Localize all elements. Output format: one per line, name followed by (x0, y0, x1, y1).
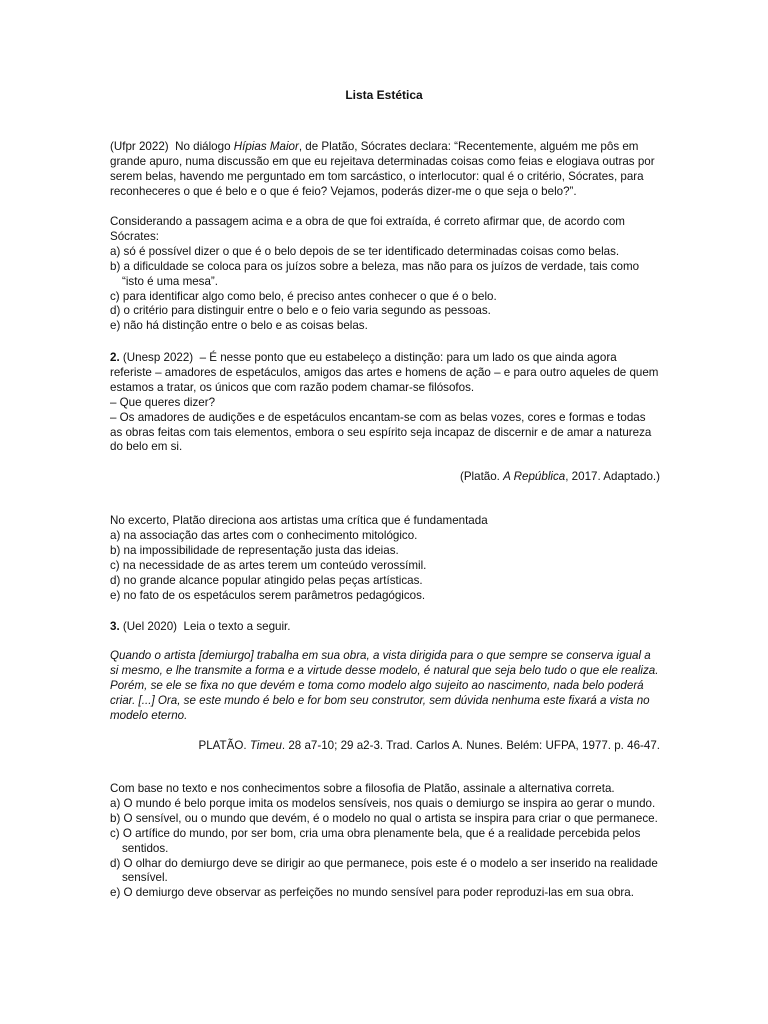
question-2-body (110, 514, 660, 603)
question-1-reference: (Ufpr 2022) (110, 140, 169, 153)
question-1-option-e: e) não há distinção entre o belo e as coisas belas. (110, 319, 368, 333)
question-2-dialogue-line: – Os amadores de audições e de espetáculos encantam-se com as belas vozes, cores e formas e todas as obras feitas com tais elementos, embora o seu espírito seja incapaz de discernir e de amar a natureza do belo em si. (110, 410, 652, 454)
question-3-quote (110, 649, 660, 724)
work-title: A República (503, 470, 566, 483)
question-1-prompt: Considerando a passagem acima e a obra de que foi extraída, é correto afirmar que, de acordo com Sócrates: (110, 215, 625, 243)
question-1-option-b: b) a dificuldade se coloca para os juízos sobre a beleza, mas não para os juízos de verdade, tais como “isto é uma mesa”. (110, 259, 640, 288)
question-1-option-a: a) só é possível dizer o que é o belo depois de se ter identificado determinadas coisas como belas. (110, 244, 620, 258)
question-3-reference: (Uel 2020) (122, 620, 178, 633)
question-2-option-b: b) na impossibilidade de representação justa das ideias. (110, 543, 399, 557)
question-2-statement: 2. (Unesp 2022) – É nesse ponto que eu estabeleço a distinção: para um lado os que ainda agora referiste – amadores de espetáculos, amigos das artes e homens de ação – e para outro aqueles de quem estamos a tratar, os únicos que com razão podem chamar-se filósofos. (110, 351, 659, 394)
question-3-citation: PLATÃO. Timeu. 28 a7-10; 29 a2-3. Trad. Carlos A. Nunes. Belém: UFPA, 1977. p. 46-47. (198, 739, 660, 752)
question-3-body (110, 782, 660, 901)
question-2-reference: (Unesp 2022) (122, 351, 194, 364)
question-3-statement: 3. (Uel 2020) Leia o texto a seguir. (110, 620, 291, 633)
question-1-body (110, 215, 660, 334)
quoted-excerpt: Quando o artista [demiurgo] trabalha em sua obra, a vista dirigida para o que sempre se conserva igual a si mesmo, e lhe transmite a forma e a virtude desse modelo, é natural que seja belo tudo o que ele realiza. Porém, se ele se fixa no que devém e toma como modelo algo sujeito ao nascimento, nada belo poderá criar. [...] Ora, se este mundo é belo e for bom seu construtor, sem dúvida nenhuma este fixará a vista no modelo eterno. (110, 649, 659, 722)
question-3-prompt: Com base no texto e nos conhecimentos sobre a filosofia de Platão, assinale a alternativa correta. (110, 782, 615, 795)
question-3-number: 3. (110, 620, 120, 633)
question-2-option-d: d) no grande alcance popular atingido pelas peças artísticas. (110, 573, 423, 587)
question-2-option-e: e) no fato de os espetáculos serem parâmetros pedagógicos. (110, 588, 426, 602)
work-title: Timeu (249, 739, 282, 752)
question-3-option-c: c) O artífice do mundo, por ser bom, cria uma obra plenamente bela, que é a realidade percebida pelos sentidos. (110, 826, 641, 855)
question-2-prompt: No excerto, Platão direciona aos artistas uma crítica que é fundamentada (110, 514, 488, 527)
question-3-option-a: a) O mundo é belo porque imita os modelos sensíveis, nos quais o demiurgo se inspira ao gerar o mundo. (110, 796, 656, 810)
question-3-option-d: d) O olhar do demiurgo deve se dirigir ao que permanece, pois este é o modelo a ser inserido na realidade sensível. (110, 856, 658, 885)
question-2-option-c: c) na necessidade de as artes terem um conteúdo verossímil. (110, 558, 427, 572)
question-1-statement: (Ufpr 2022) No diálogo Hípias Maior, de Platão, Sócrates declara: “Recentemente, alguém me pôs em grande apuro, numa discussão em que eu rejeitava determinadas coisas como feias e elogiava outras por serem belas, havendo me perguntado em tom sarcástico, o interlocutor: qual é o critério, Sócrates, para reconheceres o que é belo e o que é feio? Vejamos, poderás dizer-me o que seja o belo?”. (110, 140, 655, 198)
question-2-option-a: a) na associação das artes com o conhecimento mitológico. (110, 528, 418, 542)
question-3-option-e: e) O demiurgo deve observar as perfeições no mundo sensível para poder reproduzi-las em sua obra. (110, 886, 634, 900)
question-2-dialogue-line: – Que queres dizer? (110, 395, 216, 409)
question-2 (110, 351, 660, 455)
question-1-option-d: d) o critério para distinguir entre o belo e o feio varia segundo as pessoas. (110, 304, 491, 318)
question-3-option-b: b) O sensível, ou o mundo que devém, é o modelo no qual o artista se inspira para criar o que permanece. (110, 811, 658, 825)
page-title: Lista Estética (345, 88, 423, 102)
question-3 (110, 620, 660, 635)
question-2-number: 2. (110, 351, 120, 364)
question-1-option-c: c) para identificar algo como belo, é preciso antes conhecer o que é o belo. (110, 289, 497, 303)
question-2-citation: (Platão. A República, 2017. Adaptado.) (459, 470, 660, 483)
work-title: Hípias Maior (233, 140, 299, 153)
question-1 (110, 140, 660, 200)
